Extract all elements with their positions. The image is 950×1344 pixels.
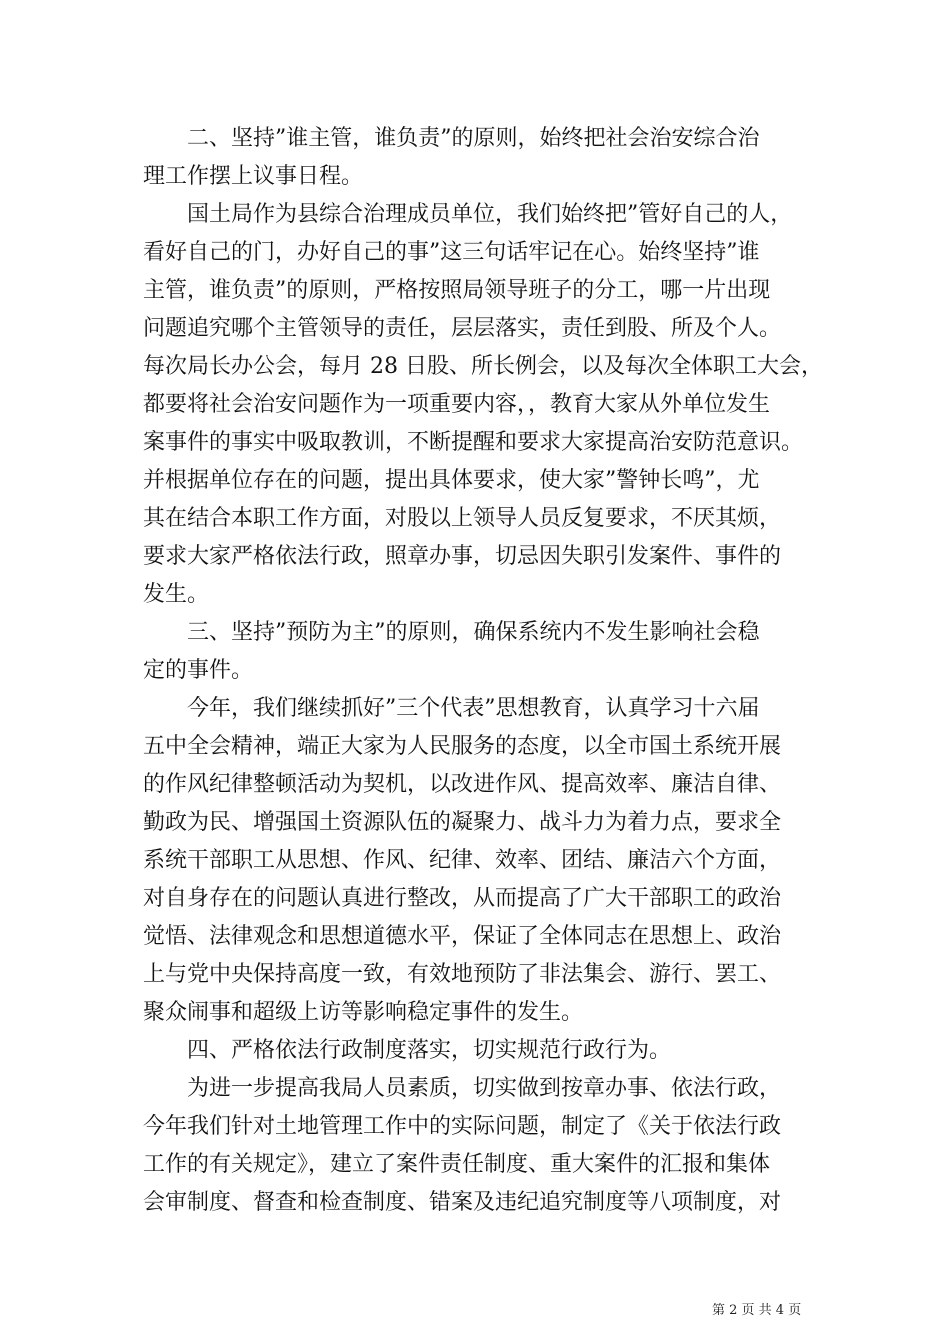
text-line: 系统干部职工从思想、作风、纪律、效率、团结、廉洁六个方面，: [143, 848, 782, 873]
text-line: 的作风纪律整顿活动为契机，以改进作风、提高效率、廉洁自律、: [143, 772, 782, 797]
text-line: 理工作摆上议事日程。: [143, 164, 364, 189]
text-line: 案事件的事实中吸取教训，不断提醒和要求大家提高治安防范意识。: [143, 430, 804, 455]
text-line: 工作的有关规定》，建立了案件责任制度、重大案件的汇报和集体: [143, 1152, 771, 1177]
text-line: 上与党中央保持高度一致，有效地预防了非法集会、游行、罢工、: [143, 962, 782, 987]
text-line: 五中全会精神，端正大家为人民服务的态度，以全市国土系统开展: [143, 734, 782, 759]
text-line: 定的事件。: [143, 658, 254, 683]
text-line: 聚众闹事和超级上访等影响稳定事件的发生。: [143, 1000, 584, 1025]
text-line: 都要将社会治安问题作为一项重要内容，，教育大家从外单位发生: [143, 392, 771, 417]
text-line: 勤政为民、增强国土资源队伍的凝聚力、战斗力为着力点，要求全: [143, 810, 782, 835]
text-line: 要求大家严格依法行政，照章办事，切忌因失职引发案件、事件的: [143, 544, 782, 569]
text-line: 会审制度、督查和检查制度、错案及违纪追究制度等八项制度，对: [143, 1190, 782, 1215]
page-number: 第 2 页 共 4 页: [712, 1303, 802, 1318]
text-line: 四、严格依法行政制度落实，切实规范行政行为。: [143, 1038, 672, 1063]
text-line: 并根据单位存在的问题，提出具体要求，使大家”警钟长鸣”，尤: [143, 468, 760, 493]
text-line: 为进一步提高我局人员素质，切实做到按章办事、依法行政，: [143, 1076, 782, 1101]
text-line: 二、坚持”谁主管，谁负责”的原则，始终把社会治安综合治: [143, 126, 760, 151]
text-line: 三、坚持”预防为主”的原则，确保系统内不发生影响社会稳: [143, 620, 760, 645]
text-line: 今年，我们继续抓好”三个代表”思想教育，认真学习十六届: [143, 696, 760, 721]
text-line: 其在结合本职工作方面，对股以上领导人员反复要求，不厌其烦，: [143, 506, 782, 531]
text-line: 觉悟、法律观念和思想道德水平，保证了全体同志在思想上、政治: [143, 924, 782, 949]
text-line: 每次局长办公会，每月 28 日股、所长例会，以及每次全体职工大会，: [143, 354, 823, 379]
text-line: 看好自己的门，办好自己的事”这三句话牢记在心。始终坚持”谁: [143, 240, 760, 265]
text-line: 对自身存在的问题认真进行整改，从而提高了广大干部职工的政治: [143, 886, 782, 911]
text-line: 发生。: [143, 582, 210, 607]
text-line: 主管，谁负责”的原则，严格按照局领导班子的分工，哪一片出现: [143, 278, 771, 303]
text-line: 问题追究哪个主管领导的责任，层层落实，责任到股、所及个人。: [143, 316, 782, 341]
text-line: 国土局作为县综合治理成员单位，我们始终把”管好自己的人，: [143, 202, 793, 227]
text-line: 今年我们针对土地管理工作中的实际问题，制定了《关于依法行政: [143, 1114, 782, 1139]
